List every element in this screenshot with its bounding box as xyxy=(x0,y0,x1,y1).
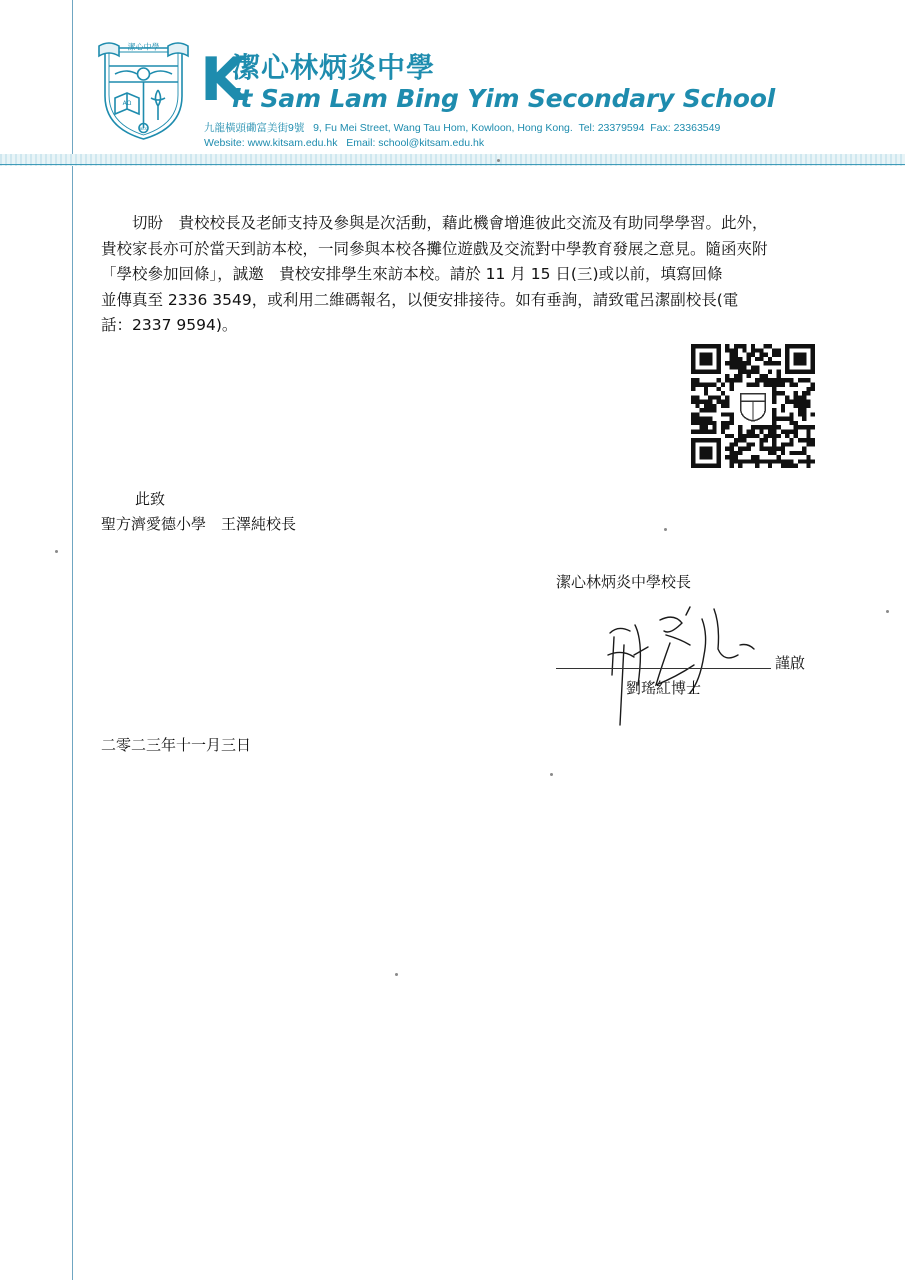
qr-finder-pattern xyxy=(693,346,719,372)
body-line: 切盼 貴校校長及老師支持及參與是次活動，藉此機會增進彼此交流及有助同學學習。此外， xyxy=(101,214,768,232)
qr-finder-pattern xyxy=(693,440,719,466)
school-name-english: it Sam Lam Bing Yim Secondary School xyxy=(232,84,776,113)
scan-speck xyxy=(550,773,553,776)
qr-finder-pattern xyxy=(787,346,813,372)
web-email-line: Website: www.kitsam.edu.hk Email: school@kitsam.edu.hk xyxy=(204,137,485,149)
scan-speck xyxy=(664,528,667,531)
closing: 謹啟 xyxy=(775,654,806,672)
crest-book-text: AΩ xyxy=(122,100,132,107)
scan-speck xyxy=(886,610,889,613)
address-line: 九龍橫頭磡富美街9號 9, Fu Mei Street, Wang Tau Hom, Kowloon, Hong Kong. Tel: 23379594 Fax: 23363549 xyxy=(204,122,721,134)
principal-title: 潔心林炳炎中學校長 xyxy=(556,573,692,591)
school-name-chinese: 潔心林炳炎中學 xyxy=(232,51,436,84)
school-contact xyxy=(204,121,720,151)
logo-letter: K xyxy=(200,45,247,115)
scan-speck xyxy=(395,973,398,976)
header-rule xyxy=(0,164,905,165)
signature-line xyxy=(556,668,771,669)
letter-date: 二零二三年十一月三日 xyxy=(101,736,252,754)
qr-code-icon[interactable] xyxy=(691,344,815,468)
signature-icon xyxy=(590,585,765,745)
addressee: 聖方濟愛德小學 王澤純校長 xyxy=(101,515,297,533)
crest-motto: 潔心中學 xyxy=(127,42,160,52)
body-line: 貴校家長亦可於當天到訪本校，一同參與本校各攤位遊戲及交流對中學教育發展之意見。隨函夾附 xyxy=(101,239,768,258)
margin-rule xyxy=(72,0,73,1280)
school-crest-icon xyxy=(97,38,190,142)
greeting: 此致 xyxy=(135,490,166,508)
body-line: 並傳真至 2336 3549，或利用二維碼報名，以便安排接待。如有垂詢，請致電呂潔副校長(電 xyxy=(101,290,739,309)
signer-name: 劉瑤紅博士 xyxy=(626,679,702,697)
letter-body xyxy=(101,211,831,339)
body-line: 話：2337 9594)。 xyxy=(101,316,238,334)
scan-speck xyxy=(497,159,500,162)
body-line: 「學校參加回條」，誠邀 貴校安排學生來訪本校。請於 11 月 15 日(三)或以前，填寫回條 xyxy=(101,265,723,283)
qr-center-crest-icon xyxy=(736,389,770,423)
scan-speck xyxy=(55,550,58,553)
crest-initials: BKS xyxy=(140,127,147,131)
